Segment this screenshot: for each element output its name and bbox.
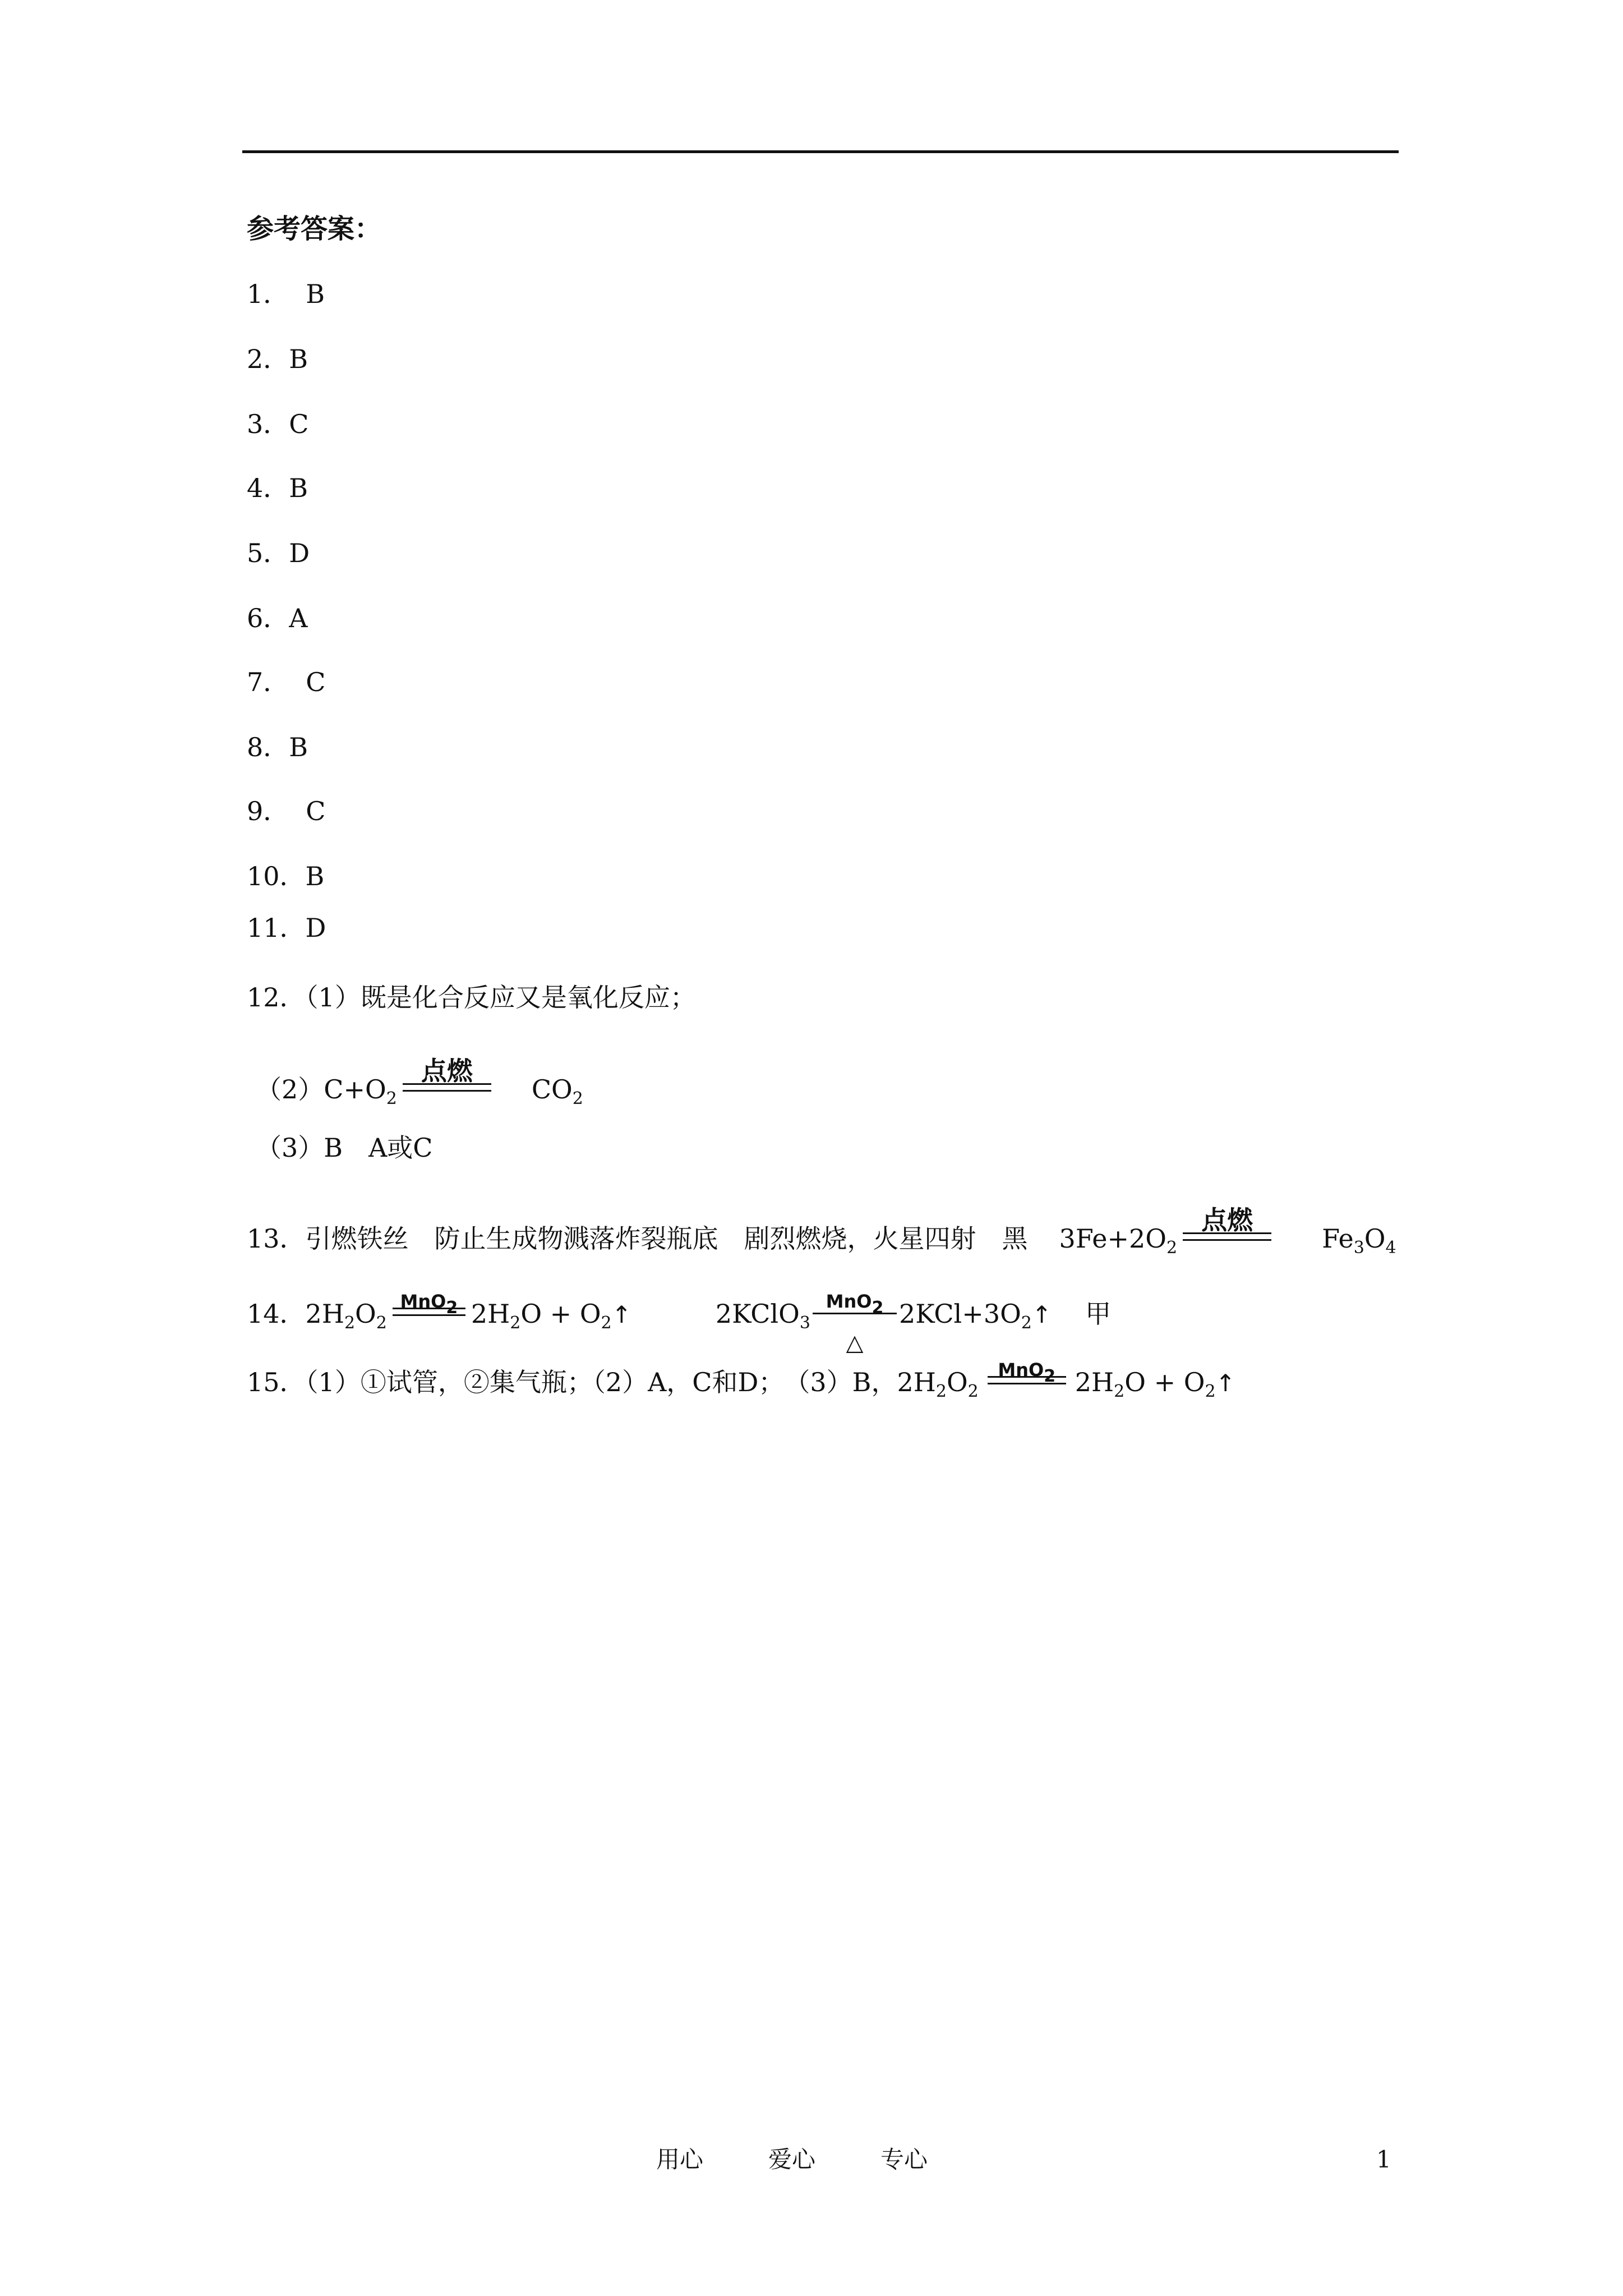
answer-line-7: 7． C (247, 667, 326, 697)
reaction-condition: MnO$_2$ (988, 1376, 1066, 1391)
answer-line-3: 3．C (247, 409, 309, 439)
answer-line-9: 9． C (247, 796, 326, 826)
answer-title: 参考答案： (247, 213, 382, 245)
q13-line: 13．引燃铁丝 防止生成物溅落炸裂瓶底 剧烈燃烧，火星四射 黑 $3Fe+2O_2$ 点燃 $Fe_3O_4$ (247, 1205, 1396, 1258)
answer-line-11: 11．D (247, 913, 326, 943)
header-rule (242, 150, 1399, 153)
reaction-condition: MnO$_2$ (393, 1308, 465, 1323)
footer-text-3: 专心 (880, 2146, 928, 2173)
q12-line-3: （3）B A或C (256, 1133, 433, 1163)
q14-line: 14．$2H_2O_2$ MnO$_2$ $2H_2O$ + $O_2↑$ 2KClO$_3$ MnO$_2$ △ $2KCl+3O_2↑$ 甲 (247, 1291, 1112, 1356)
footer-text-2: 爱心 (768, 2146, 816, 2173)
page-number: 1 (1376, 2146, 1391, 2173)
q12-line-2: $(2)C+O_2$ 点燃 $CO_2$ (256, 1056, 583, 1108)
q15-line: 15．（1）①试管，②集气瓶；（2）A，C和D； （3）B，$2H_2O_2$ MnO$_2$ $2H_2O$ + $O_2↑$ (247, 1359, 1235, 1401)
answer-line-6: 6．A (247, 603, 308, 633)
answer-line-8: 8．B (247, 732, 308, 762)
answer-line-2: 2．B (247, 344, 308, 374)
answer-line-4: 4．B (247, 473, 308, 503)
reaction-condition: 点燃 (1183, 1232, 1271, 1248)
answer-line-10: 10．B (247, 861, 325, 891)
answer-line-5: 5．D (247, 538, 310, 568)
reaction-condition: MnO$_2$ △ (813, 1313, 897, 1323)
footer-text-1: 用心 (656, 2146, 704, 2173)
q12-line-1: 12．（1）既是化合反应又是氧化反应； (247, 982, 696, 1013)
reaction-condition: 点燃 (403, 1083, 491, 1098)
answer-line-1: 1． B (247, 279, 325, 309)
